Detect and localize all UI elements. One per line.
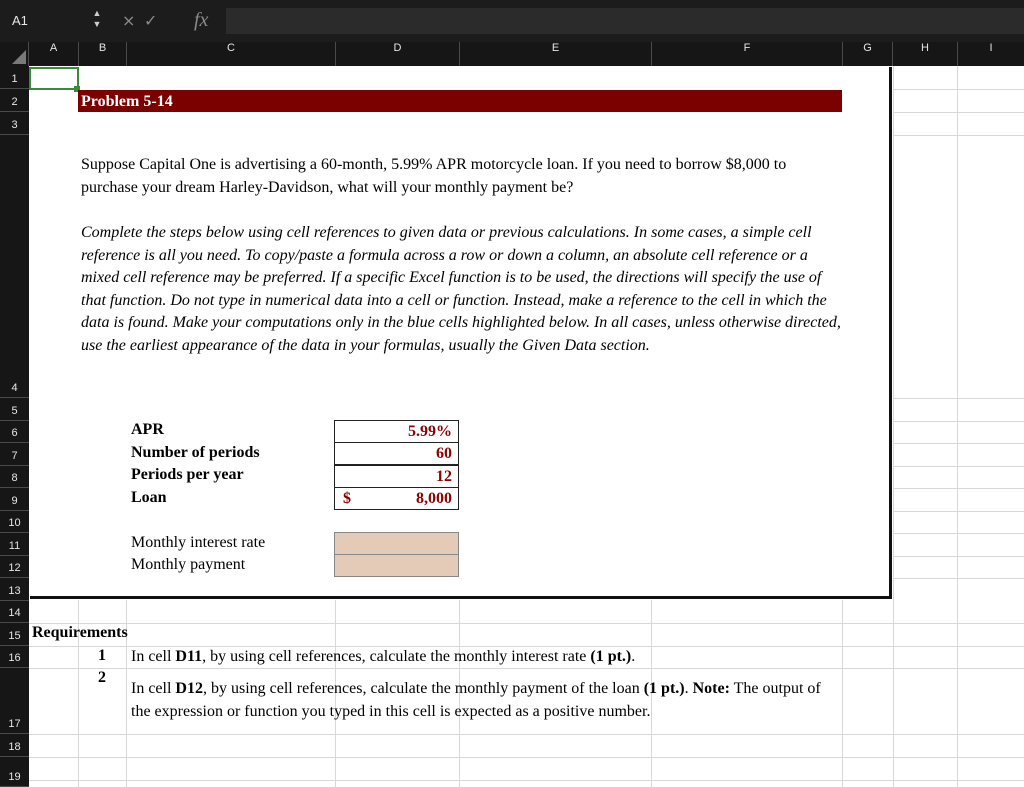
formula-input[interactable] [226, 8, 1024, 34]
row-header-2[interactable]: 2 [0, 89, 29, 112]
requirement-2-text: In cell D12, by using cell references, calculate the monthly payment of the loan (1 pt.). Note: The output of the expression or function you typed in this cell is expected as a positive number. [131, 680, 821, 720]
enter-icon[interactable]: ✓ [144, 11, 158, 30]
row-header-17[interactable]: 17 [0, 668, 29, 734]
requirement-1-number: 1 [98, 647, 106, 664]
row-header-9[interactable]: 9 [0, 488, 29, 511]
row-header-10[interactable]: 10 [0, 511, 29, 533]
stepper-up-icon[interactable]: ▲ [92, 8, 102, 18]
monthly-payment-label: Monthly payment [131, 556, 246, 573]
row-header-13[interactable]: 13 [0, 578, 29, 601]
apr-value-cell[interactable]: 5.99% [334, 420, 459, 443]
row-header-16[interactable]: 16 [0, 646, 29, 668]
loan-currency-symbol: $ [343, 490, 351, 507]
periods-per-year-label: Periods per year [131, 466, 244, 483]
row-header-19[interactable]: 19 [0, 757, 29, 787]
column-header-i[interactable]: I [989, 42, 993, 54]
periods-label: Number of periods [131, 444, 260, 461]
apr-label: APR [131, 421, 164, 438]
stepper-down-icon[interactable]: ▼ [92, 19, 102, 29]
column-header-f[interactable]: F [652, 42, 843, 66]
problem-intro: Suppose Capital One is advertising a 60-month, 5.99% APR motorcycle loan. If you need to borrow $8,000 to purchase your dream Harley-Davidson, what will your monthly payment be? [81, 156, 787, 196]
column-header-g[interactable]: G [843, 42, 893, 66]
row-header-3[interactable]: 3 [0, 112, 29, 135]
column-header-c[interactable]: C [127, 42, 336, 66]
row-header-7[interactable]: 7 [0, 443, 29, 466]
periods-value-cell[interactable]: 60 [334, 442, 459, 465]
name-box[interactable]: A1 [12, 13, 28, 28]
loan-value-cell[interactable]: 8,000 [334, 487, 459, 510]
row-header-1[interactable]: 1 [0, 66, 29, 89]
requirement-1-text: In cell D11, by using cell references, calculate the monthly interest rate (1 pt.). [131, 648, 636, 665]
monthly-rate-label: Monthly interest rate [131, 534, 266, 551]
loan-label: Loan [131, 489, 167, 506]
row-header-8[interactable]: 8 [0, 466, 29, 488]
row-header-18[interactable]: 18 [0, 734, 29, 757]
column-header-d[interactable]: D [336, 42, 460, 66]
column-header-a[interactable]: A [29, 42, 79, 66]
row-header-12[interactable]: 12 [0, 556, 29, 578]
row-header-bar [0, 66, 29, 787]
row-header-14[interactable]: 14 [0, 601, 29, 623]
column-header-e[interactable]: E [460, 42, 652, 66]
row-header-6[interactable]: 6 [0, 421, 29, 443]
row-header-4[interactable]: 4 [0, 135, 29, 398]
column-header-bar [0, 42, 1024, 66]
problem-instructions: Complete the steps below using cell references to given data or previous calculations. In some cases, a simple cell reference is all you need. To copy/paste a formula across a row or down a column, an absolute cell reference or a mixed cell reference may be preferred. If a specific Excel function is to be used, the directions will specify the use of that function. Do not type in numerical data into a cell or function. Instead, make a reference to the cell in which the data is found. Make your computations only in the blue cells highlighted below. In all cases, unless otherwise directed, use the earliest appearance of the data in your formulas, usually the Given Data section. [81, 224, 841, 354]
monthly-payment-input-cell[interactable] [334, 554, 459, 577]
column-header-b[interactable]: B [79, 42, 127, 66]
name-box-stepper[interactable] [90, 8, 104, 34]
monthly-rate-input-cell[interactable] [334, 532, 459, 555]
column-header-h[interactable]: H [893, 42, 958, 66]
insert-function-icon[interactable]: fx [194, 9, 209, 31]
requirement-2-number: 2 [98, 669, 106, 686]
row-header-5[interactable]: 5 [0, 398, 29, 421]
problem-title: Problem 5-14 [78, 90, 842, 112]
row-header-11[interactable]: 11 [0, 533, 29, 556]
selected-cell-a1[interactable] [29, 67, 79, 90]
requirements-heading: Requirements [32, 624, 128, 641]
periods-per-year-value-cell[interactable]: 12 [334, 465, 459, 488]
select-all-icon[interactable] [12, 50, 26, 64]
row-header-15[interactable]: 15 [0, 623, 29, 646]
cancel-icon[interactable]: × [122, 11, 136, 30]
